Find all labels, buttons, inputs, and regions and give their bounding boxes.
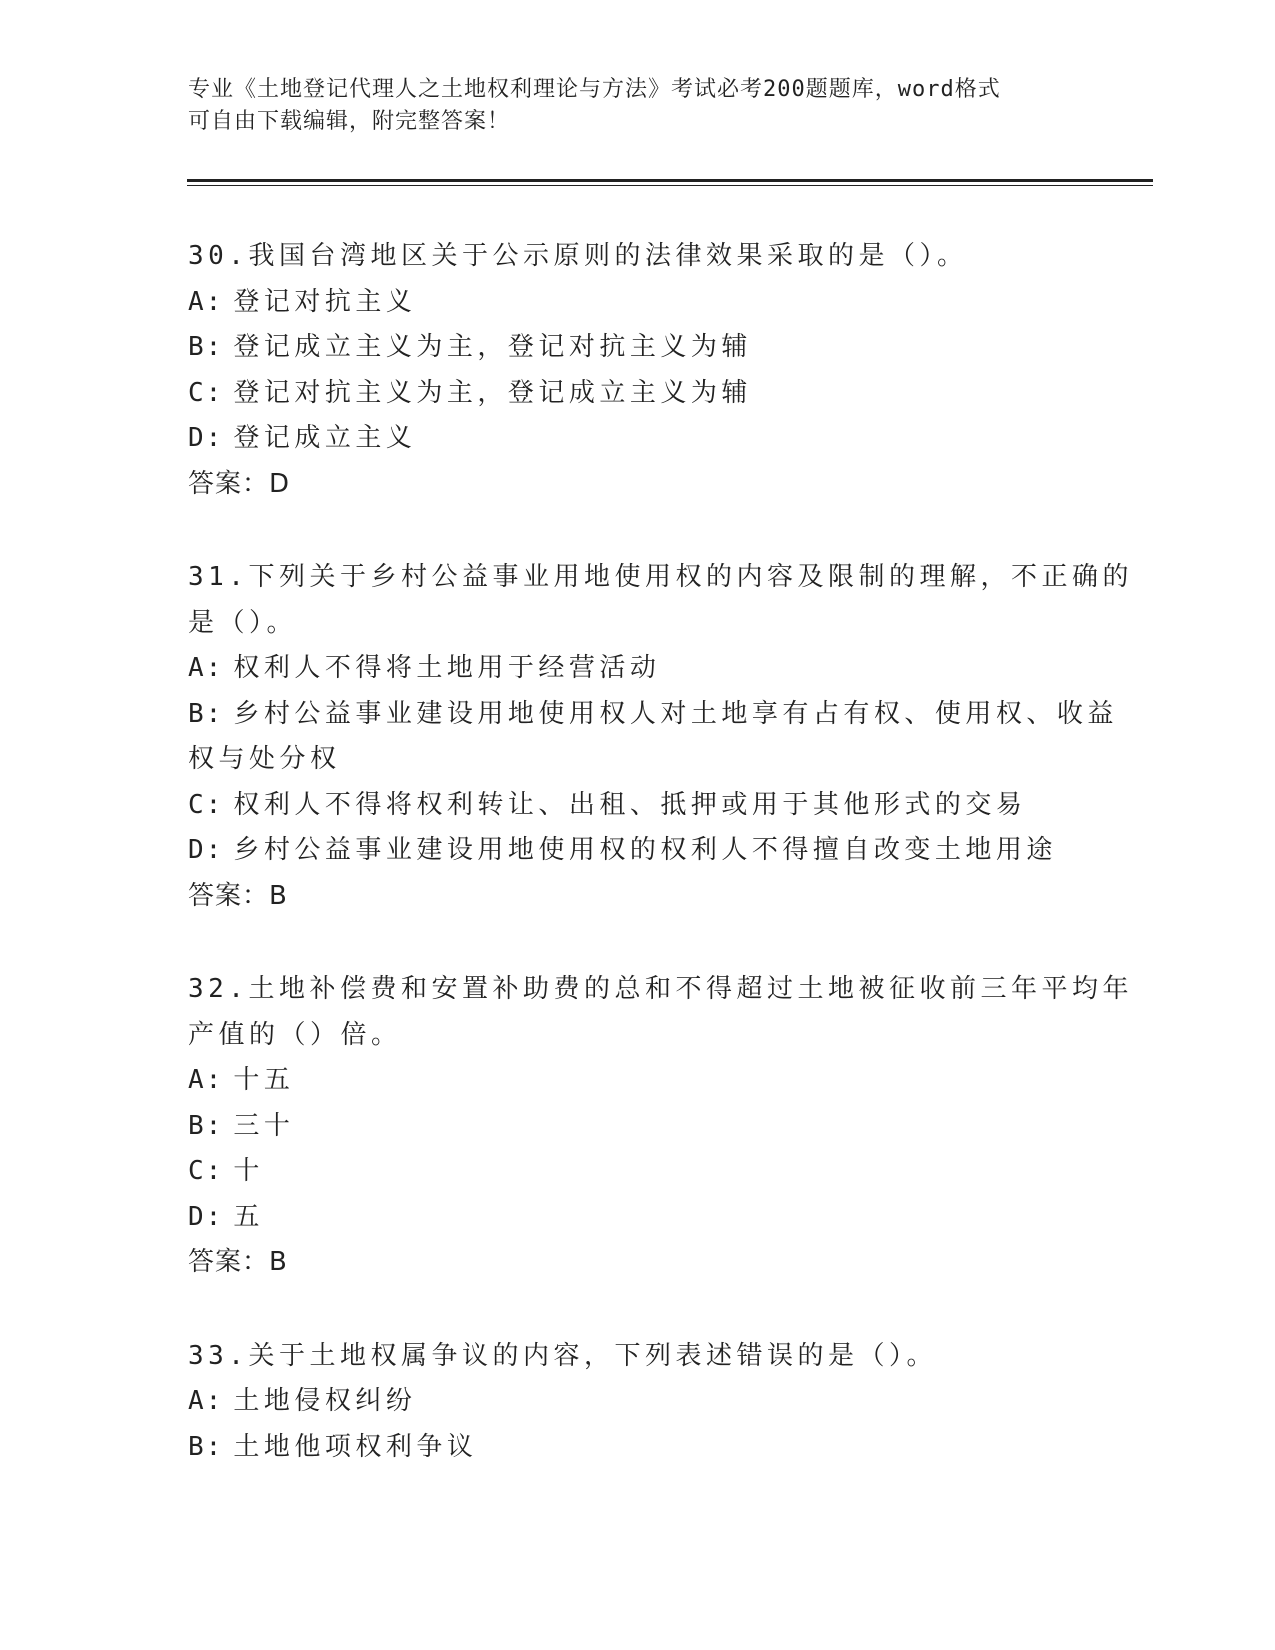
option-line <box>188 1149 1088 1195</box>
option-separator: : <box>205 1110 222 1141</box>
question-block <box>188 967 1133 1286</box>
option-separator: : <box>205 653 222 683</box>
option-letter: A <box>188 1386 204 1416</box>
option-separator: : <box>205 286 222 317</box>
option-line <box>188 1195 1088 1241</box>
header-divider-thick <box>187 179 1153 182</box>
option-separator: : <box>205 1386 222 1416</box>
header-title-line-2: 可自由下载编辑，附完整答案！ <box>188 109 511 134</box>
option-separator: : <box>205 1431 222 1462</box>
option-letter: C <box>188 789 204 820</box>
option-text: 权利人不得将土地用于经营活动 <box>233 653 661 683</box>
option-line <box>188 416 1088 462</box>
question-stem: 33.关于土地权属争议的内容，下列表述错误的是（）。 <box>188 1340 937 1371</box>
option-text: 权与处分权 <box>188 744 341 774</box>
option-separator: : <box>205 423 222 453</box>
option-line <box>188 371 1088 417</box>
option-letter: D <box>188 423 204 453</box>
option-line <box>188 1379 1088 1425</box>
option-text: 权利人不得将权利转让、出租、抵押或用于其他形式的交易 <box>233 789 1027 820</box>
question-stem: 产值的（）倍。 <box>188 1019 402 1050</box>
option-line <box>188 1058 1088 1104</box>
question-list <box>188 234 1133 1518</box>
question-stem: 31.下列关于乡村公益事业用地使用权的内容及限制的理解，不正确的 <box>188 562 1133 592</box>
question-block <box>188 234 1088 507</box>
option-separator: : <box>205 377 222 408</box>
option-text: 登记成立主义 <box>233 423 417 453</box>
option-separator: : <box>205 332 222 362</box>
question-stem: 是（）。 <box>188 607 298 638</box>
option-letter: A <box>188 653 204 683</box>
option-line <box>188 737 1088 783</box>
option-separator: : <box>205 1201 222 1232</box>
option-text: 登记成立主义为主，登记对抗主义为辅 <box>233 332 752 362</box>
option-separator: : <box>205 1065 222 1095</box>
option-text: 乡村公益事业建设用地使用权人对土地享有占有权、使用权、收益 <box>233 698 1118 729</box>
option-letter: C <box>188 1156 204 1186</box>
option-text: 土地他项权利争议 <box>233 1431 478 1462</box>
option-letter: A <box>188 286 204 317</box>
option-line <box>188 692 1118 738</box>
option-line <box>188 1425 1088 1471</box>
question-stem: 32.土地补偿费和安置补助费的总和不得超过土地被征收前三年平均年 <box>188 974 1133 1004</box>
answer-line: 答案：D <box>188 468 291 499</box>
option-letter: A <box>188 1065 204 1095</box>
question-stem: 30.我国台湾地区关于公示原则的法律效果采取的是（）。 <box>188 241 968 271</box>
option-line <box>188 325 1088 371</box>
option-separator: : <box>205 835 222 865</box>
option-letter: B <box>188 332 204 362</box>
option-line <box>188 646 1088 692</box>
option-text: 登记对抗主义为主，登记成立主义为辅 <box>233 377 752 408</box>
option-text: 乡村公益事业建设用地使用权的权利人不得擅自改变土地用途 <box>233 835 1057 865</box>
option-letter: D <box>188 1201 204 1232</box>
question-block <box>188 1334 1088 1471</box>
option-text: 土地侵权纠纷 <box>233 1386 417 1416</box>
option-line <box>188 828 1088 874</box>
answer-line: 答案：B <box>188 1247 288 1277</box>
option-letter: B <box>188 698 204 729</box>
option-separator: : <box>205 789 222 820</box>
option-text: 十 <box>233 1156 264 1186</box>
option-line <box>188 1104 1088 1150</box>
header-title-line-1: 专业《土地登记代理人之土地权利理论与方法》考试必考200题题库，word格式 <box>188 77 1001 102</box>
option-separator: : <box>205 698 222 729</box>
option-letter: D <box>188 835 204 865</box>
option-text: 十五 <box>233 1065 295 1095</box>
option-letter: B <box>188 1431 204 1462</box>
option-letter: C <box>188 377 204 408</box>
option-line <box>188 783 1088 829</box>
document-header <box>188 74 1068 138</box>
question-block <box>188 555 1133 919</box>
answer-line: 答案：B <box>188 880 288 911</box>
option-text: 五 <box>233 1201 264 1232</box>
option-separator: : <box>205 1156 222 1186</box>
option-text: 登记对抗主义 <box>233 286 417 317</box>
option-line <box>188 280 1088 326</box>
option-text: 三十 <box>233 1110 295 1141</box>
header-divider-thin <box>187 185 1153 186</box>
option-letter: B <box>188 1110 204 1141</box>
